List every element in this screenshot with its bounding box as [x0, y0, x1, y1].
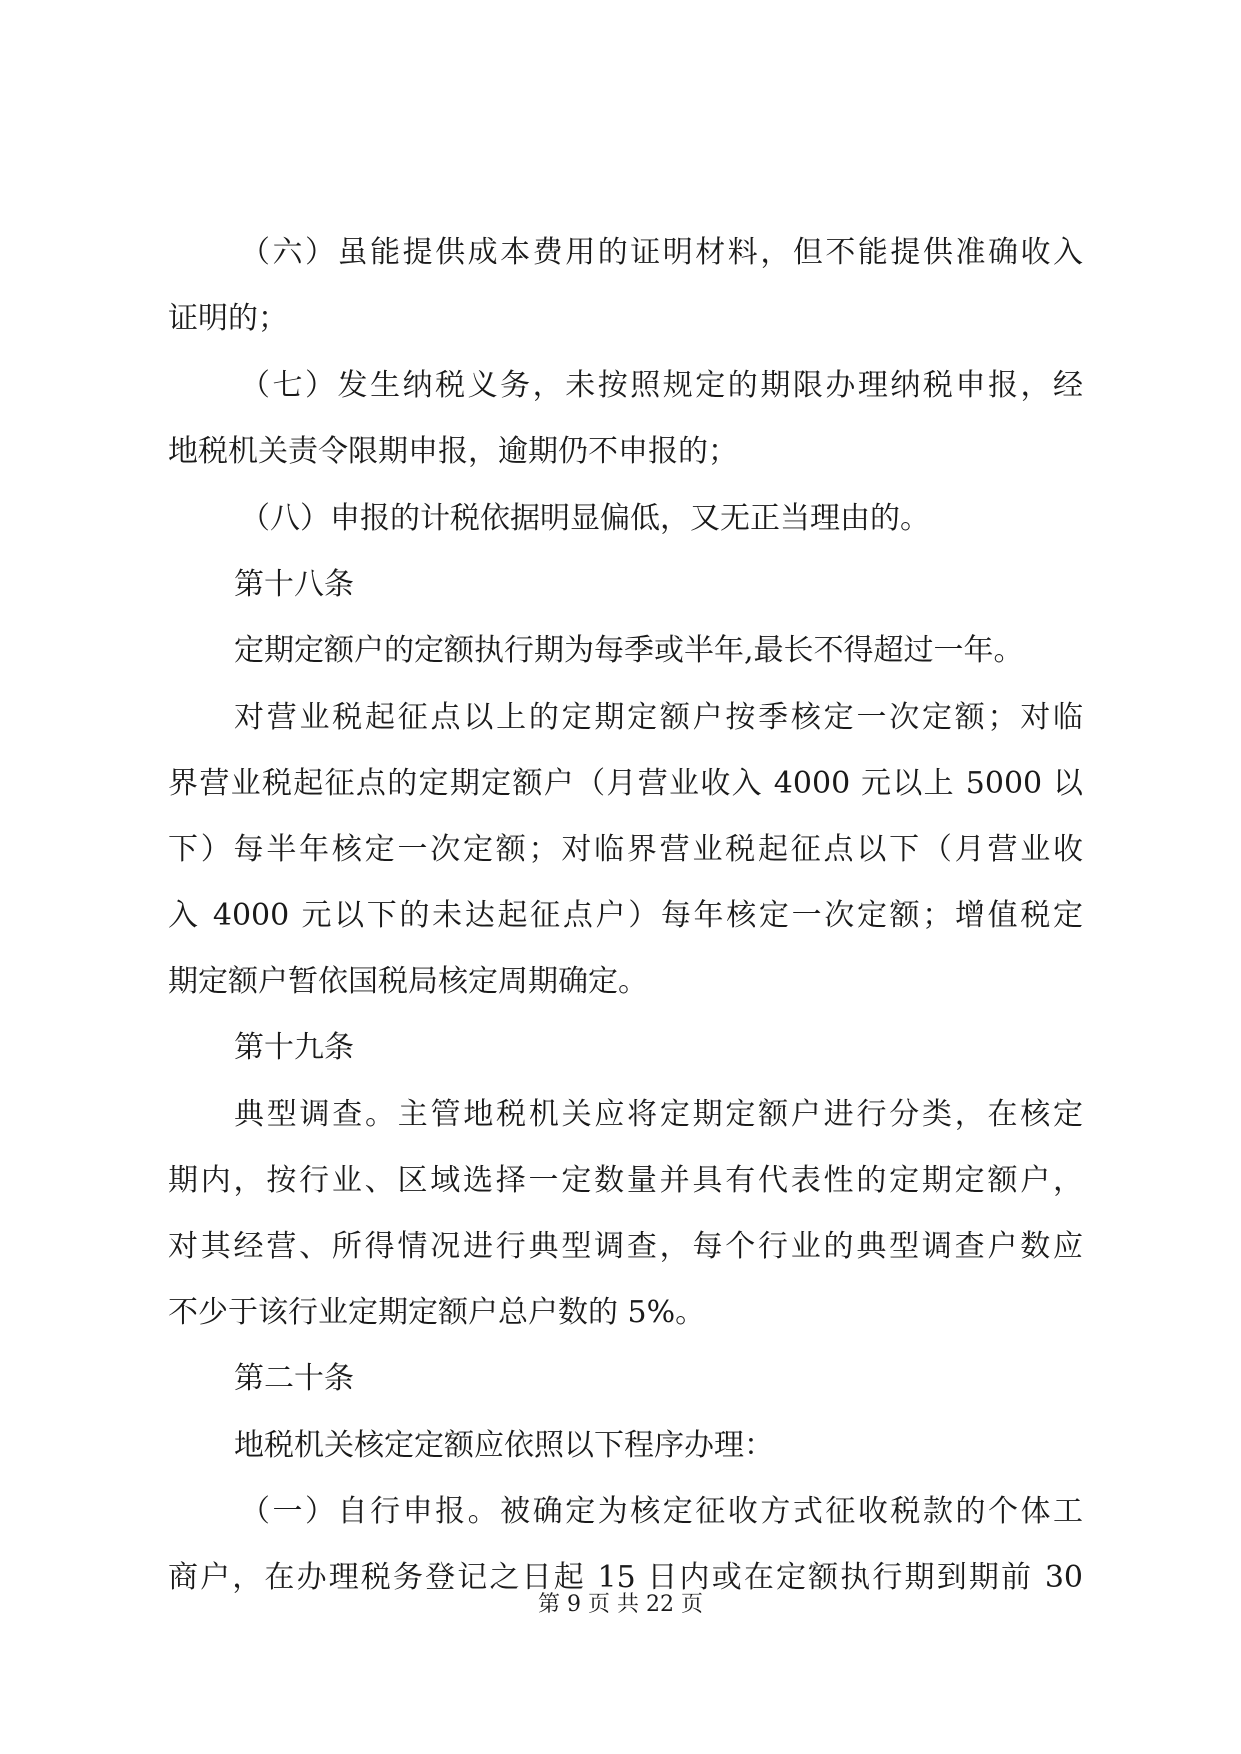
text-line: [0, 1217, 1241, 1277]
article-heading: [0, 555, 1241, 615]
line-text: 不少于该行业定期定额户总户数的 5%。: [168, 1295, 706, 1330]
line-text: 对营业税起征点以上的定期定额户按季核定一次定额；对临: [234, 700, 1083, 735]
page-footer: [0, 1590, 1241, 1620]
line-text: 第二十条: [234, 1361, 354, 1396]
text-line: [0, 1151, 1241, 1211]
line-text: 地税机关核定定额应依照以下程序办理：: [234, 1428, 774, 1463]
line-text: 界营业税起征点的定期定额户（月营业收入 4000 元以上 5000 以: [168, 766, 1083, 801]
line-text: 第十八条: [234, 567, 354, 602]
text-line: [0, 1482, 1241, 1542]
text-line: [0, 952, 1241, 1012]
line-text: （八）申报的计税依据明显偏低，又无正当理由的。: [240, 501, 930, 536]
line-text: 对其经营、所得情况进行典型调查，每个行业的典型调查户数应: [168, 1229, 1083, 1264]
line-text: 入 4000 元以下的未达起征点户）每年核定一次定额；增值税定: [168, 898, 1083, 933]
line-text: 地税机关责令限期申报，逾期仍不申报的；: [168, 434, 738, 469]
text-line: [0, 754, 1241, 814]
text-line: [0, 489, 1241, 549]
line-text: 证明的；: [168, 301, 288, 336]
text-line: [0, 422, 1241, 482]
line-text: （七）发生纳税义务，未按照规定的期限办理纳税申报，经: [240, 368, 1083, 403]
text-line: [0, 886, 1241, 946]
page-number: 第 9 页 共 22 页: [538, 1592, 703, 1617]
line-text: 期内，按行业、区域选择一定数量并具有代表性的定期定额户，: [168, 1163, 1083, 1198]
line-text: （一）自行申报。被确定为核定征收方式征收税款的个体工: [240, 1494, 1083, 1529]
line-text: （六）虽能提供成本费用的证明材料，但不能提供准确收入: [240, 235, 1083, 270]
text-line: [0, 688, 1241, 748]
text-line: [0, 223, 1241, 283]
text-line: [0, 621, 1241, 681]
line-text: 第十九条: [234, 1030, 354, 1065]
line-text: 典型调查。主管地税机关应将定期定额户进行分类，在核定: [234, 1097, 1083, 1132]
article-heading: [0, 1018, 1241, 1078]
line-text: 下）每半年核定一次定额；对临界营业税起征点以下（月营业收: [168, 832, 1083, 867]
line-text: 商户，在办理税务登记之日起 15 日内或在定额执行期到期前 30: [168, 1560, 1083, 1595]
text-line: [0, 289, 1241, 349]
line-text: 定期定额户的定额执行期为每季或半年,最长不得超过一年。: [234, 633, 1024, 668]
text-line: [0, 1283, 1241, 1343]
text-line: [0, 356, 1241, 416]
text-line: [0, 1085, 1241, 1145]
line-text: 期定额户暂依国税局核定周期确定。: [168, 964, 648, 999]
article-heading: [0, 1349, 1241, 1409]
text-line: [0, 820, 1241, 880]
text-line: [0, 1416, 1241, 1476]
